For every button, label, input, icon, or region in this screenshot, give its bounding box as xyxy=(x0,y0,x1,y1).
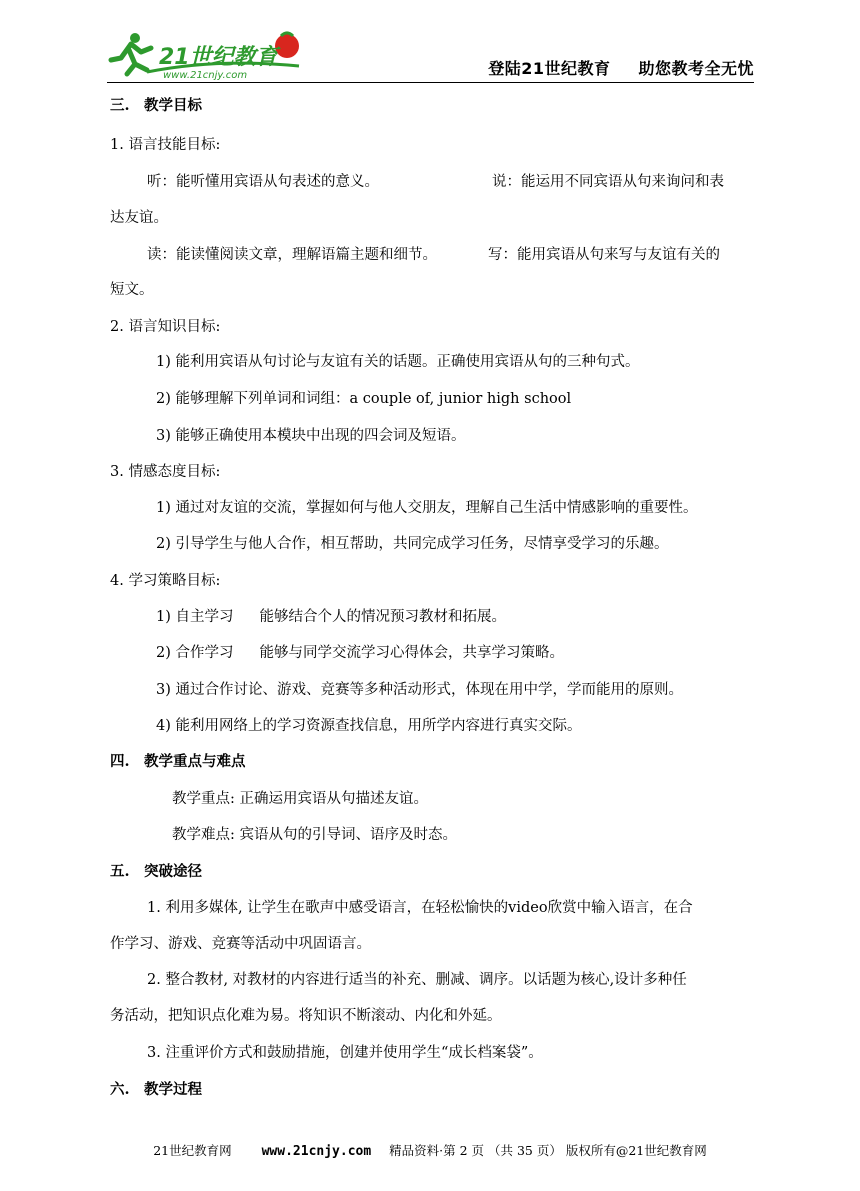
tagline-right: 助您教考全无忧 xyxy=(638,59,754,78)
section-3-title: 三. 教学目标 xyxy=(110,97,203,114)
page-header xyxy=(107,28,754,83)
goal-4-item-3: 3) 通过合作讨论、游戏、竞赛等多种活动形式，体现在用中学，学而能用的原则。 xyxy=(156,682,683,698)
goal-1-speak-cont: 达友谊。 xyxy=(110,210,168,226)
goal-2-item-1: 1) 能利用宾语从句讨论与友谊有关的话题。正确使用宾语从句的三种句式。 xyxy=(156,354,640,370)
goal-4-item-2-text: 能够与同学交流学习心得体会，共享学习策略。 xyxy=(259,645,564,661)
goal-4-item-2-label: 2) 合作学习 xyxy=(156,645,234,661)
section-5-item-2: 2. 整合教材, 对教材的内容进行适当的补充、删减、调序。以话题为核心,设计多种任 xyxy=(147,972,687,988)
goal-2-item-3: 3) 能够正确使用本模块中出现的四会词及短语。 xyxy=(156,428,466,444)
footer-page-info: 精品资料·第 2 页 （共 35 页） 版权所有@21世纪教育网 xyxy=(389,1143,707,1158)
goal-1-title: 1. 语言技能目标: xyxy=(110,137,221,153)
goal-1-write: 写：能用宾语从句来写与友谊有关的 xyxy=(488,247,720,263)
section-4-difficulty: 教学难点: 宾语从句的引导词、语序及时态。 xyxy=(172,827,457,843)
header-tagline xyxy=(488,56,754,79)
goal-4-item-4: 4) 能利用网络上的学习资源查找信息，用所学内容进行真实交际。 xyxy=(156,718,582,734)
goal-1-write-cont: 短文。 xyxy=(110,282,154,298)
section-5-item-1-cont: 作学习、游戏、竞赛等活动中巩固语言。 xyxy=(110,936,371,952)
section-6-title: 六. 教学过程 xyxy=(110,1081,203,1098)
section-5-title: 五. 突破途径 xyxy=(110,863,203,880)
goal-1-read: 读：能读懂阅读文章，理解语篇主题和细节。 xyxy=(147,247,437,263)
goal-2-title: 2. 语言知识目标: xyxy=(110,319,221,335)
goal-4-title: 4. 学习策略目标: xyxy=(110,573,221,589)
site-logo[interactable] xyxy=(107,28,307,80)
goal-3-item-2: 2) 引导学生与他人合作，相互帮助，共同完成学习任务，尽情享受学习的乐趣。 xyxy=(156,536,669,552)
goal-4-item-1-label: 1) 自主学习 xyxy=(156,609,234,625)
section-4-key: 教学重点: 正确运用宾语从句描述友谊。 xyxy=(172,791,428,807)
section-5-item-3: 3. 注重评价方式和鼓励措施，创建并使用学生“成长档案袋”。 xyxy=(147,1045,543,1061)
footer-site-name: 21世纪教育网 xyxy=(153,1143,232,1158)
section-5-item-1: 1. 利用多媒体, 让学生在歌声中感受语言，在轻松愉快的video欣赏中输入语言，在合 xyxy=(147,900,693,916)
section-4-title: 四. 教学重点与难点 xyxy=(110,753,246,770)
goal-3-item-1: 1) 通过对友谊的交流，掌握如何与他人交朋友，理解自己生活中情感影响的重要性。 xyxy=(156,500,698,516)
page-footer xyxy=(0,1141,860,1159)
svg-text:21世纪教育: 21世纪教育 xyxy=(159,45,278,70)
goal-1-listen: 听：能听懂用宾语从句表述的意义。 xyxy=(147,174,379,190)
goal-4-item-1-text: 能够结合个人的情况预习教材和拓展。 xyxy=(259,609,506,625)
goal-4-item-1 xyxy=(156,607,506,627)
tagline-left: 登陆21世纪教育 xyxy=(488,59,611,78)
goal-1-speak: 说：能运用不同宾语从句来询问和表 xyxy=(492,174,724,190)
logo-runner-icon xyxy=(107,28,307,80)
footer-url-link[interactable]: www.21cnjy.com xyxy=(261,1144,372,1159)
goal-2-item-2: 2) 能够理解下列单词和词组：a couple of, junior high school xyxy=(156,391,572,407)
section-5-item-2-cont: 务活动，把知识点化难为易。将知识不断滚动、内化和外延。 xyxy=(110,1008,502,1024)
svg-text:www.21cnjy.com: www.21cnjy.com xyxy=(163,70,248,80)
goal-3-title: 3. 情感态度目标: xyxy=(110,464,221,480)
goal-4-item-2 xyxy=(156,643,564,663)
